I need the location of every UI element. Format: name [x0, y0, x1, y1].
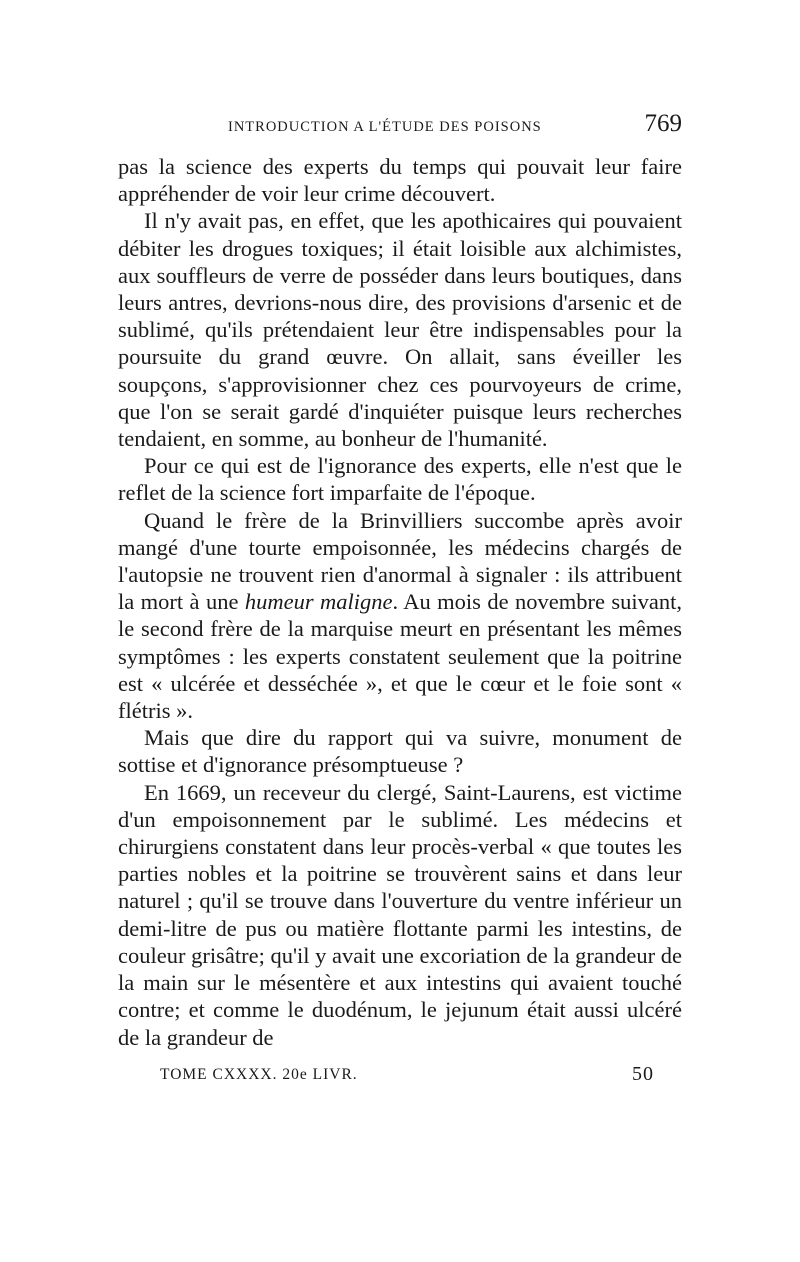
- page-footer: [118, 1063, 654, 1092]
- paragraph-text: pas la science des experts du temps qui pouvait leur faire appréhender de voir leur crime découvert.: [118, 154, 682, 207]
- page-number: 769: [644, 110, 682, 137]
- italic-phrase: humeur maligne: [244, 589, 393, 615]
- running-title: INTRODUCTION A L'ÉTUDE DES POISONS: [228, 119, 542, 135]
- paragraph-text: Quand le frère de la Brinvilliers succombe après avoir mangé d'une tourte empoisonnée, les médecins chargés de l'autopsie ne trouvent rien d'anormal à signaler : ils attribuent la mort à une: [118, 507, 682, 615]
- paragraph-text: En 1669, un receveur du clergé, Saint-Laurens, est victime d'un empoisonnement par le sublimé. Les médecins et chirurgiens constatent dans leur procès-verbal « que toutes les parties nobles et la poitrine se trouvèrent sains et dans leur naturel ; qu'il se trouve dans l'ouverture du ventre inférieur un demi-litre de pus ou matière flottante parmi les intestins, de couleur grisâtre; qu'il y avait une excoriation de la grandeur de la main sur le mésentère et aux intestins qui avaient touché contre; et comme le duodénum, le jejunum était aussi ulcéré de la grandeur de: [118, 779, 682, 1050]
- body-text: [118, 153, 682, 1051]
- paragraph-apothicaires: [118, 207, 682, 452]
- footer-sheet-number: 50: [632, 1063, 654, 1085]
- paragraph-text: Pour ce qui est de l'ignorance des experts, elle n'est que le reflet de la science fort imparfaite de l'époque.: [118, 453, 682, 506]
- running-head: [118, 110, 682, 144]
- paragraph-rapport: [118, 724, 682, 778]
- footer-signature: TOME CXXXX. 20e LIVR.: [160, 1066, 358, 1083]
- paragraph-text: Mais que dire du rapport qui va suivre, monument de sottise et d'ignorance présomptueuse ?: [118, 725, 682, 778]
- paragraph-ignorance: [118, 452, 682, 506]
- paragraph-text: Il n'y avait pas, en effet, que les apothicaires qui pouvaient débiter les drogues toxiques; il était loisible aux alchimistes, aux souffleurs de verre de posséder dans leurs boutiques, dans leurs antres, devrions-nous dire, des provisions d'arsenic et de sublimé, qu'ils prétendaient leur être indispensables pour la poursuite du grand œuvre. On allait, sans éveiller les soupçons, s'approvisionner chez ces pourvoyeurs de crime, que l'on se serait gardé d'inquiéter puisque leurs recherches tendaient, en somme, au bonheur de l'humanité.: [118, 208, 682, 452]
- paragraph-brinvilliers: [118, 507, 682, 725]
- paragraph-continuation: [118, 153, 682, 207]
- paragraph-text: . Au mois de novembre suivant, le second frère de la marquise meurt en présentant les mêmes symptômes : les experts constatent seulement que la poitrine est « ulcérée et desséchée », et que le cœur et le foie sont « flétris ».: [118, 589, 682, 724]
- paragraph-saint-laurens: [118, 779, 682, 1051]
